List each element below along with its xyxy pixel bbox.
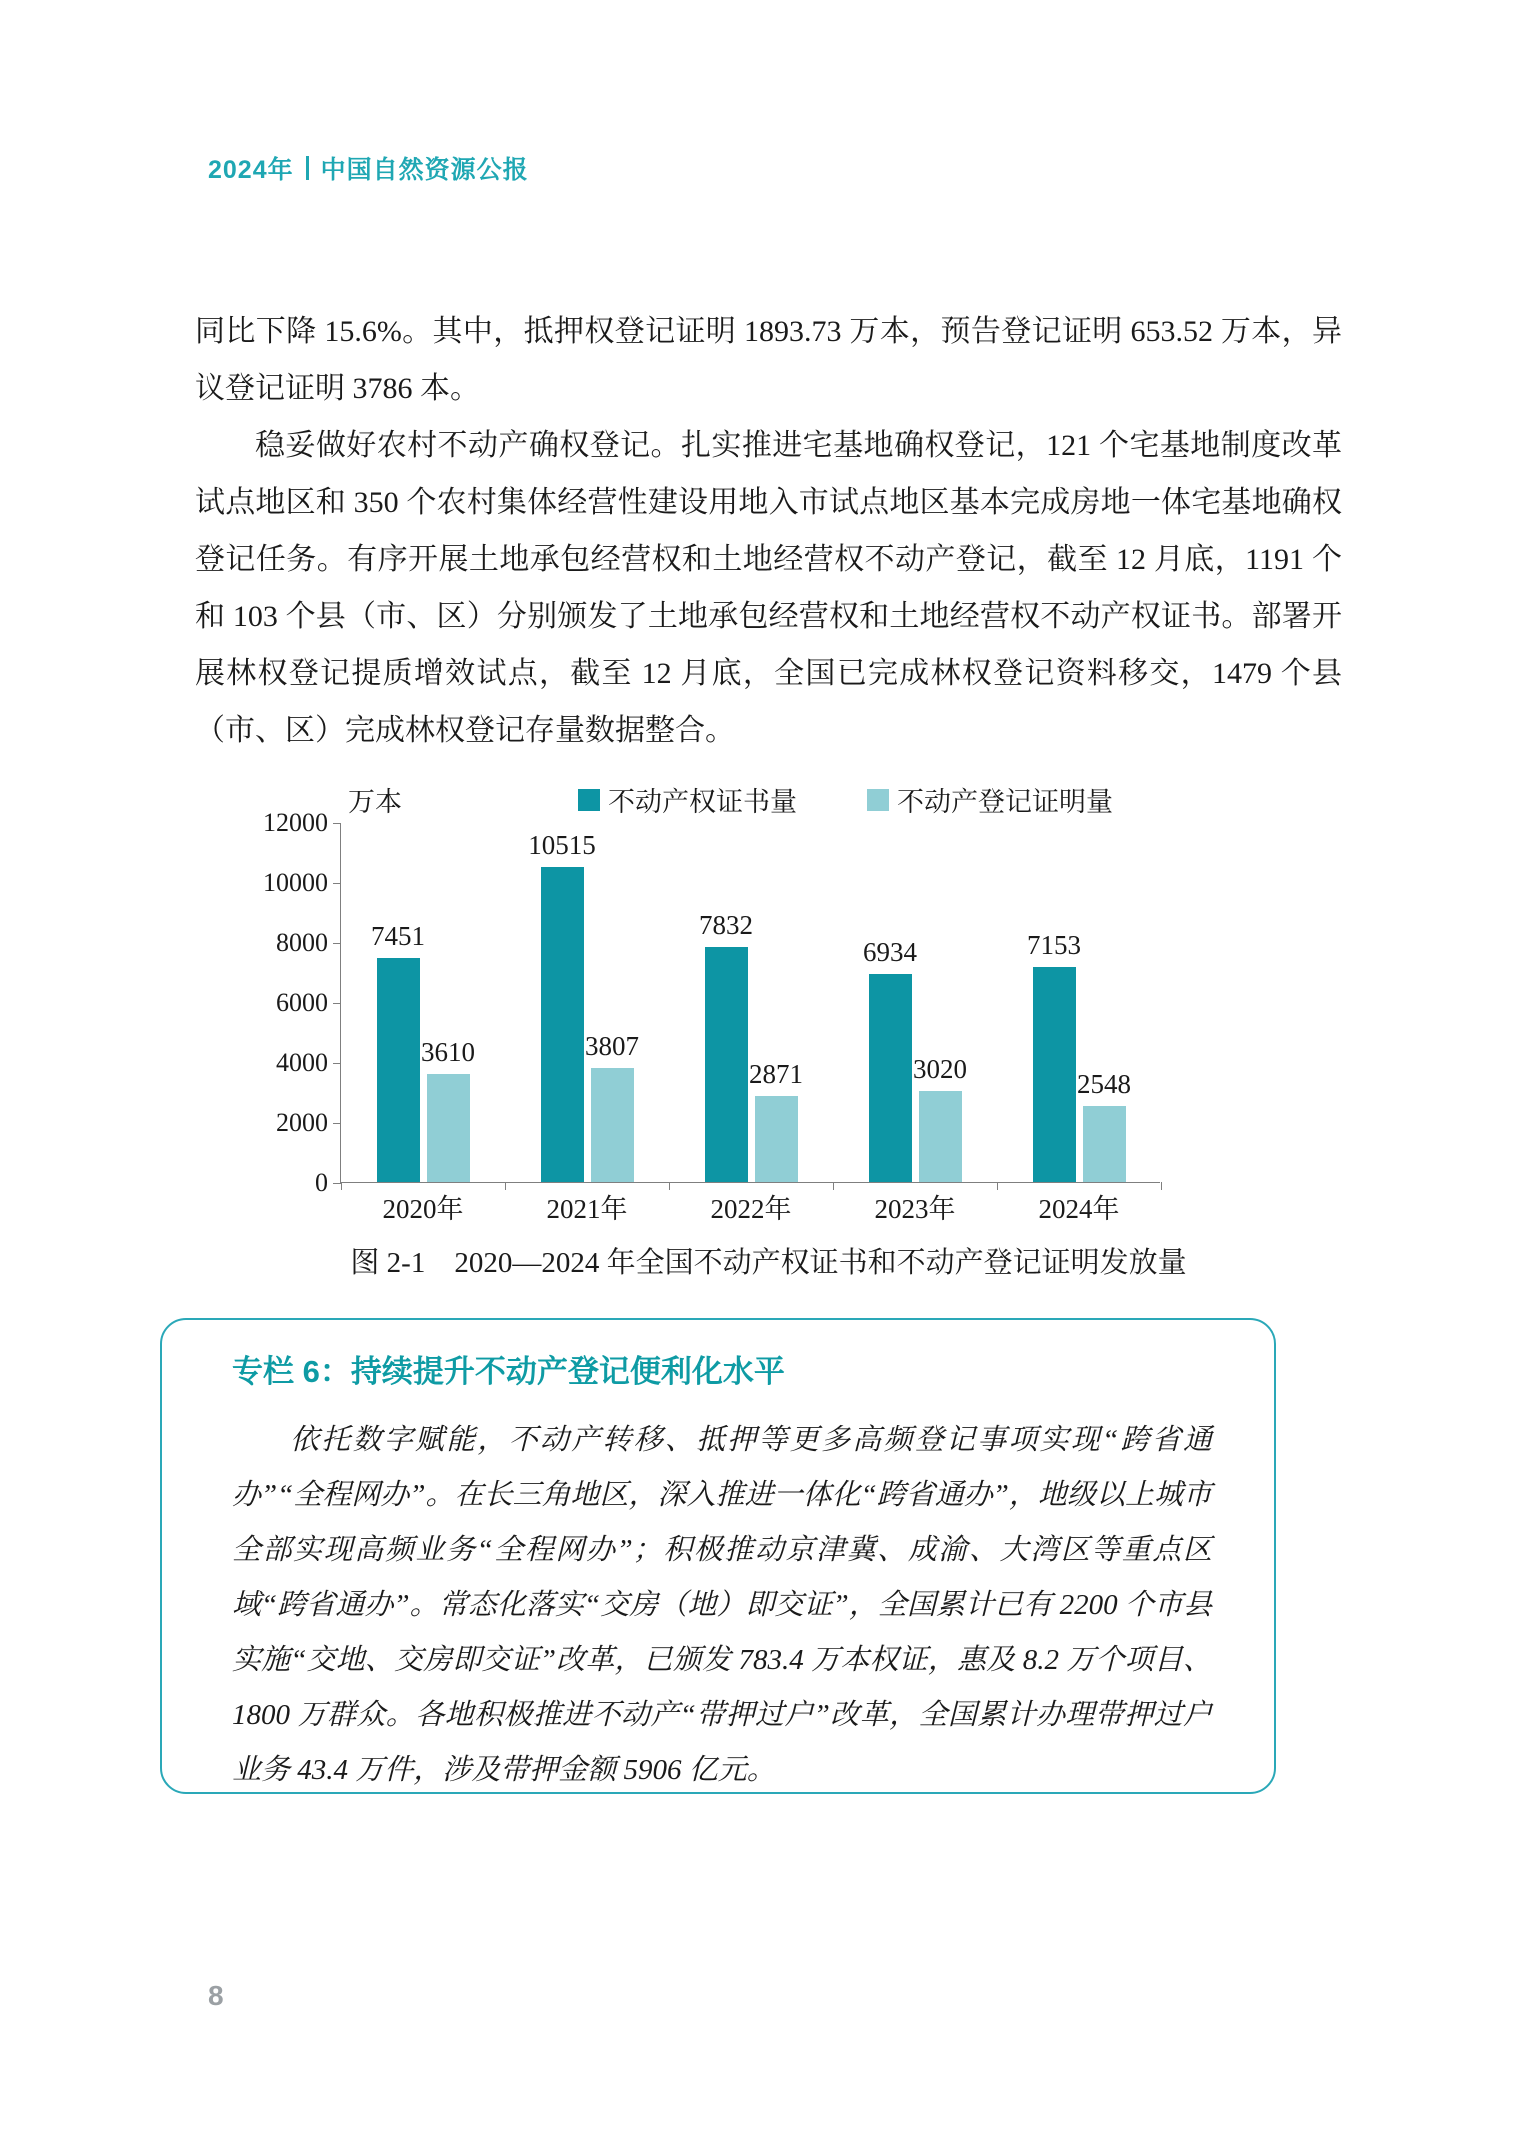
bar-value-label: 3020 (913, 1054, 967, 1085)
bar-value-label: 2548 (1077, 1068, 1131, 1099)
bar-value-label: 7832 (699, 910, 753, 941)
y-axis-tick (333, 1123, 341, 1124)
bar-value-label: 10515 (528, 829, 596, 860)
bar-2022年-不动产登记证明量 (755, 1096, 798, 1182)
bar-2021年-不动产权证书量 (541, 867, 584, 1182)
y-axis-tick (333, 883, 341, 884)
y-axis-tick-label: 0 (315, 1168, 328, 1197)
y-axis-tick-label: 6000 (276, 988, 328, 1017)
bar-2020年-不动产登记证明量 (427, 1074, 470, 1182)
legend-swatch-icon (578, 789, 600, 811)
x-axis-category-label: 2020年 (382, 1194, 464, 1224)
page-number: 8 (208, 1980, 224, 2011)
paragraph-1: 同比下降 15.6%。其中，抵押权登记证明 1893.73 万本，预告登记证明 653.52 万本，异议登记证明 3786 本。 (195, 315, 1342, 405)
body-text (195, 303, 1342, 759)
bar-chart (263, 778, 1198, 1228)
y-axis-tick-label: 2000 (276, 1108, 328, 1137)
y-axis-tick-label: 4000 (276, 1048, 328, 1077)
header-divider (306, 156, 309, 180)
bar-value-label: 3610 (421, 1036, 475, 1067)
legend-item-0 (578, 780, 797, 819)
figure-caption: 图 2-1 2020—2024 年全国不动产权证书和不动产登记证明发放量 (350, 1247, 1187, 1279)
panel-title: 专栏 6：持续提升不动产登记便利化水平 (232, 1354, 785, 1389)
legend-swatch-icon (867, 789, 889, 811)
legend-item-1 (867, 780, 1113, 819)
bar-value-label: 2871 (749, 1058, 803, 1089)
bar-2020年-不动产权证书量 (377, 958, 420, 1182)
bar-value-label: 7451 (371, 921, 425, 952)
x-axis-category-label: 2024年 (1038, 1194, 1120, 1224)
legend-label: 不动产权证书量 (608, 787, 797, 817)
chart-plot (263, 808, 1160, 1224)
y-axis-tick (333, 1063, 341, 1064)
legend-label: 不动产登记证明量 (897, 787, 1113, 817)
y-axis-tick-label: 10000 (263, 868, 328, 897)
paragraph-2: 稳妥做好农村不动产确权登记。扎实推进宅基地确权登记，121 个宅基地制度改革试点地区和 350 个农村集体经营性建设用地入市试点地区基本完成房地一体宅基地确权登记任务。有序开展土地承包经营权和土地经营权不动产登记，截至 12 月底，1191 个和 103 个县（市、区）分别颁发了土地承包经营权和土地经营权不动产权证书。部署开展林权登记提质增效试点，截至 12 月底，全国已完成林权登记资料移交，1479 个县（市、区）完成林权登记存量数据整合。 (195, 429, 1342, 747)
y-axis-tick-label: 12000 (263, 808, 328, 837)
chart-legend (578, 780, 1113, 819)
y-axis-unit-label: 万本 (348, 787, 402, 817)
x-axis-category-label: 2021年 (546, 1194, 628, 1224)
header-title: 中国自然资源公报 (320, 156, 529, 184)
header-year: 2024年 (208, 156, 294, 184)
highlight-panel (160, 1318, 1276, 1794)
y-axis-tick (333, 1003, 341, 1004)
x-axis-category-label: 2022年 (710, 1194, 792, 1224)
bar-2021年-不动产登记证明量 (591, 1068, 634, 1182)
panel-body: 依托数字赋能，不动产转移、抵押等更多高频登记事项实现“跨省通办”“全程网办”。在长三角地区，深入推进一体化“跨省通办”，地级以上城市全部实现高频业务“全程网办”；积极推动京津冀、成渝、大湾区等重点区域“跨省通办”。常态化落实“交房（地）即交证”，全国累计已有 2200 个市县实施“交地、交房即交证”改革，已颁发 783.4 万本权证，惠及 8.2 万个项目、1800 万群众。各地积极推进不动产“带押过户”改革，全国累计办理带押过户业务 43.4 万件，涉及带押金额 5906 亿元。 (232, 1424, 1212, 1786)
x-axis-category-label: 2023年 (874, 1194, 956, 1224)
bar-value-label: 3807 (585, 1030, 639, 1061)
bar-value-label: 6934 (863, 936, 917, 967)
bar-2024年-不动产登记证明量 (1083, 1106, 1126, 1182)
y-axis-tick-label: 8000 (276, 928, 328, 957)
bar-value-label: 7153 (1027, 930, 1081, 961)
report-header-logo (208, 150, 529, 186)
bar-2023年-不动产登记证明量 (919, 1091, 962, 1182)
y-axis-tick (333, 823, 341, 824)
